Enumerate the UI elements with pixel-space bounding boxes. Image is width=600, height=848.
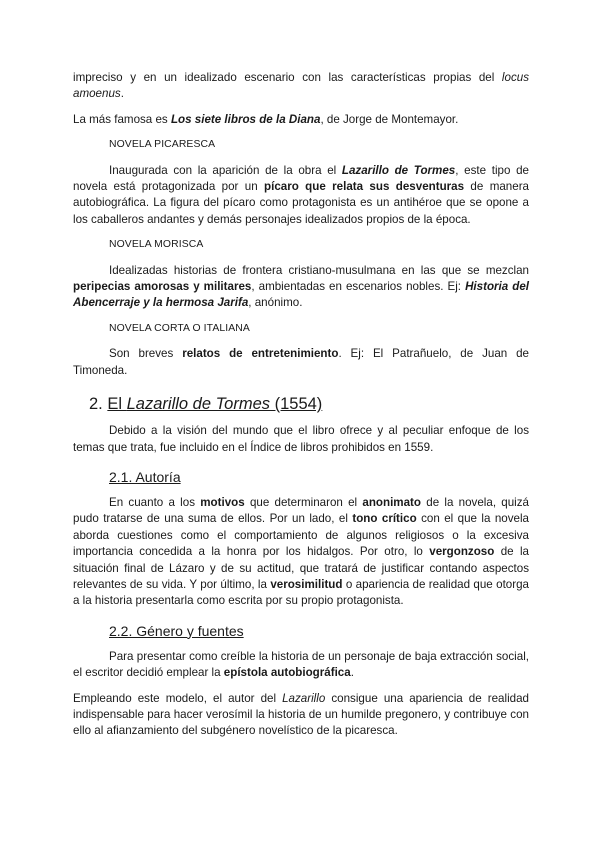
- page-content: [73, 70, 529, 740]
- text: .: [120, 87, 124, 101]
- text: de manera autobiográfica. La figura del pícaro como protagonista es un antihéroe que se opone a los caballeros andantes y demás personajes idealizados propios de la época.: [73, 180, 529, 226]
- text: , anónimo.: [248, 296, 303, 310]
- section-title: El Lazarillo de Tormes (1554): [107, 395, 323, 414]
- bold-term: pícaro que relata sus desventuras: [264, 180, 465, 194]
- text: . Ej: El Patrañuelo, de Juan de Timoneda.: [73, 347, 529, 377]
- text: Inaugurada con la aparición de la obra el: [109, 163, 342, 177]
- bold-term: relatos de entretenimiento: [182, 347, 339, 361]
- bold-term: peripecias amorosas y militares: [73, 280, 252, 294]
- subsection-title: 2.1. Autoría: [109, 468, 181, 485]
- paragraph-corta-italiana: [73, 346, 529, 379]
- section-heading-lazarillo: [89, 394, 529, 414]
- paragraph-diana: [73, 112, 529, 128]
- paragraph-picaresca: [73, 163, 529, 229]
- text: , ambientadas en escenarios nobles. Ej:: [251, 280, 466, 294]
- subsection-heading-autoria: [109, 468, 529, 486]
- section-number: 2.: [89, 395, 108, 414]
- text: Idealizadas historias de frontera cristiano-musulmana en las que se mezclan: [109, 263, 529, 277]
- paragraph-locus-amoenus: [73, 70, 529, 103]
- paragraph-modelo: Empleando este modelo, el autor del Lazarillo consigue una apariencia de realidad indispensable para hacer verosímil la historia de un humilde pregonero, y contribuye con ello al afianzamiento del subgénero novelístico de la picaresca.: [73, 691, 529, 738]
- text: La más famosa es: [73, 112, 171, 126]
- subheading-picaresca: NOVELA PICARESCA: [109, 139, 216, 151]
- bold-term: tono crítico: [352, 512, 417, 526]
- bold-term: epístola autobiográfica: [223, 666, 351, 680]
- book-title: Historia del Abencerraje y la hermosa Jarifa: [73, 280, 530, 310]
- italic-term: locus amoenus: [73, 71, 529, 101]
- subsection-heading-genero-fuentes: [109, 622, 529, 640]
- text: , de Jorge de Montemayor.: [320, 112, 459, 126]
- text: impreciso y en un idealizado escenario con las características propias del: [73, 71, 502, 84]
- subsection-title: 2.2. Género y fuentes: [109, 622, 244, 639]
- text: Son breves: [109, 347, 183, 361]
- bold-term: verosimilitud: [270, 577, 343, 591]
- bold-term: vergonzoso: [429, 545, 495, 559]
- italic-term: Lazarillo: [282, 691, 326, 705]
- paragraph-indice: Debido a la visión del mundo que el libro ofrece y al peculiar enfoque de los temas que trata, fue incluido en el Índice de libros prohibidos en 1559.: [73, 424, 529, 454]
- paragraph-epistola: Para presentar como creíble la historia de un personaje de baja extracción social, el escritor decidió emplear la epístola autobiográfica.: [73, 649, 529, 680]
- subheading-corta-italiana: NOVELA CORTA O ITALIANA: [109, 322, 250, 334]
- paragraph-morisca: [73, 263, 529, 312]
- paragraph-autoria: En cuanto a los motivos que determinaron el anonimato de la novela, quizá pudo tratarse de una suma de ellos. Por un lado, el tono crítico con el que la novela aborda cuestiones como el comportamiento de algunos religiosos o la excesiva importancia concedida a la honra por los hidalgos. Por otro, lo vergonzoso de la situación final de Lázaro y de su actitud, que tratará de justificar contando aspectos relevantes de su vida. Y por último, la verosimilitud o apariencia de realidad que otorga a la historia presentarla como escrita por su propio protagonista.: [73, 495, 530, 608]
- subheading-morisca: NOVELA MORISCA: [109, 239, 204, 251]
- bold-term: anonimato: [362, 495, 421, 509]
- book-title: Los siete libros de la Diana: [170, 112, 321, 126]
- bold-term: motivos: [200, 495, 245, 509]
- book-title: Lazarillo de Tormes: [341, 163, 456, 177]
- text: , este tipo de novela está protagonizada por un: [73, 163, 529, 194]
